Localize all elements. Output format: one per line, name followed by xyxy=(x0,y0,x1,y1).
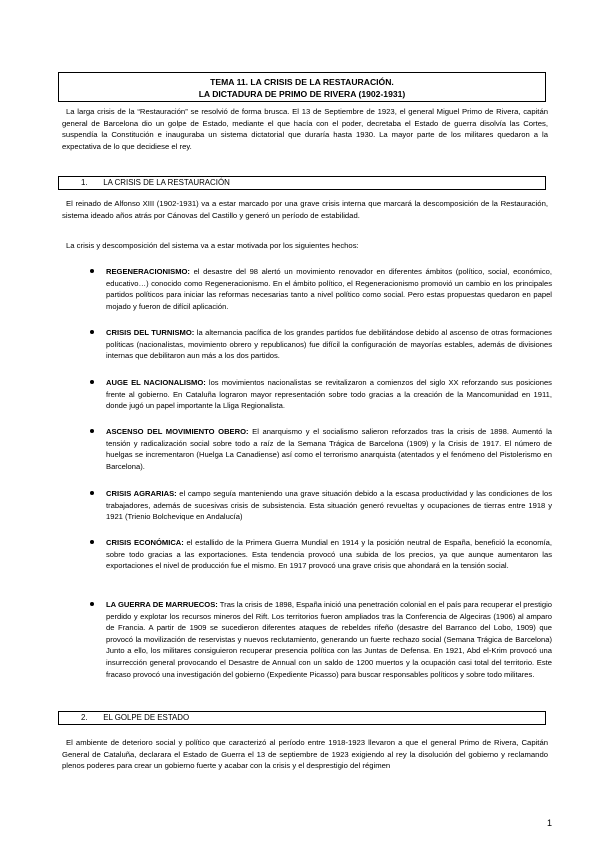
page-number: 1 xyxy=(546,818,552,828)
bullet-icon xyxy=(90,330,94,334)
intro-paragraph: La larga crisis de la “Restauración” se resolvió de forma brusca. El 13 de Septiembre de 1923, el general Miguel Primo de Rivera, capitán general de Barcelona dio un golpe de Estado, mediante el que hacía con el poder, decretaba el Estado de guerra disolvía las Cortes, suspendía la Constitución e inauguraba un sistema dictatorial que duraría hasta 1930. La mayor parte de los militares quedaron a la expectativa de lo que decidiese el rey. xyxy=(62,107,548,151)
list-item-text: los movimientos nacionalistas se revitalizaron a comienzos del siglo XX reforzando sus posiciones frente al gobierno. En Cataluña lograron mayor representación sobre todo gracias a la creación de la Mancomunidad en 1911, donde jugó un papel importante la Lliga Regionalista. xyxy=(106,378,552,411)
section-2-number: 2. xyxy=(81,713,88,722)
list-item-heading: REGENERACIONISMO: xyxy=(106,267,190,276)
list-item xyxy=(62,488,552,523)
section-2-heading xyxy=(58,711,546,725)
section-1-title: LA CRISIS DE LA RESTAURACIÓN xyxy=(103,178,230,187)
title-line-1: TEMA 11. LA CRISIS DE LA RESTAURACIÓN. xyxy=(210,77,394,87)
bullet-icon xyxy=(90,602,94,606)
list-item-heading: AUGE EL NACIONALISMO: xyxy=(106,378,206,387)
section-1-paragraph-1: El reinado de Alfonso XIII (1902-1931) va a estar marcado por una grave crisis interna que marcará la descomposición de la Restauración, sistema ideado años atrás por Cánovas del Castillo y generó un período de estabilidad. xyxy=(62,199,548,220)
list-item xyxy=(62,327,552,362)
section-2-paragraph-1: El ambiente de deterioro social y político que caracterizó al período entre 1918-1923 llevaron a que el general Primo de Rivera, Capitán General de Cataluña, declarara el Estado de Guerra el 13 de septiembre de 1923 exigiendo al rey la disolución del gobierno y reclamando plenos poderes para crear un gobierno fuerte y acabar con la crisis y el desprestigio del régimen xyxy=(62,738,548,771)
list-item-text: el desastre del 98 alertó un movimiento renovador en diferentes ámbitos (político, social, económico, educativo…) conocido como Regeneracionismo. En el ámbito político, el Regeneracionismo promovió un cambio en los principales partidos políticos para iniciar las reformas necesarias tanto a nivel político como social. Pero estas propuestas quedaron en papel mojado y fueron de difícil aplicación. xyxy=(106,267,552,311)
section-1-paragraph-2: La crisis y descomposición del sistema va a estar motivada por los siguientes hechos: xyxy=(66,241,359,250)
list-item xyxy=(62,599,552,680)
list-item-text: Tras la crisis de 1898, España inició una penetración colonial en el país para recuperar el prestigio perdido y explotar los recursos mineros del Rift. Los territorios fueron ampliados tras la Conferencia de Algeciras (1906) al amparo de Francia. A partir de 1909 se sucedieron diferentes ataques de rebeldes rifeño (desastre del Barranco del Lobo, 1909) que provocó la movilización de reservistas y nuevos reclutamiento, generando un fuerte rechazo social (Semana Trágica de Barcelona) Junto a ello, los militares consiguieron recuperar presencia política con las Juntas de Defensa. En 1921, Abd el-Krim provocó una insurrección general provocando el Desastre de Annual con un saldo de 1200 muertos y la ocupación casi total del territorio. Este fracaso provocó una investigación del gobierno (Expediente Picasso) para buscar responsables políticos y sobre todo militares. xyxy=(106,600,553,679)
section-1-heading xyxy=(58,176,546,190)
list-item xyxy=(62,537,552,572)
section-2-title: EL GOLPE DE ESTADO xyxy=(103,713,190,722)
list-item-heading: CRISIS ECONÓMICA: xyxy=(106,538,184,547)
bullet-icon xyxy=(90,540,94,544)
bullet-icon xyxy=(90,429,94,433)
list-item-text: El anarquismo y el socialismo salieron reforzados tras la crisis de 1898. Aumentó la tensión y radicalización social sobre todo a raíz de la Semana Trágica de Barcelona (1909) y la Crisis de 1917. El número de huelgas se incrementaron (Huelga La Canadiense) así como el terrorismo anarquista (atentados y el fenómeno del Pistolerismo en Barcelona). xyxy=(106,427,553,471)
list-item-text: el campo seguía manteniendo una grave situación debido a la escasa productividad y las condiciones de los trabajadores, además de sucesivas crisis de subsistencia. Esta situación generó revueltas y ocupaciones de tierras entre 1918 y 1921 (Trienio Bolchevique en Andalucía) xyxy=(106,489,553,522)
list-item-text: el estallido de la Primera Guerra Mundial en 1914 y la posición neutral de España, benefició la economía, sobre todo gracias a las exportaciones. Esta tendencia provocó una subida de los precios, ya que aunque aumentaron las exportaciones el nivel de producción fue el mismo. En 1917 provocó una grave crisis que ahondará en la tensión social. xyxy=(106,538,552,571)
list-item xyxy=(62,266,552,312)
bullet-icon xyxy=(90,269,94,273)
bullet-icon xyxy=(90,380,94,384)
list-item xyxy=(62,377,552,412)
list-item-heading: CRISIS DEL TURNISMO: xyxy=(106,328,195,337)
title-line-2: LA DICTADURA DE PRIMO DE RIVERA (1902-1931) xyxy=(198,89,406,99)
list-item-heading: ASCENSO DEL MOVIMIENTO OBERO: xyxy=(106,427,249,436)
list-item xyxy=(62,426,552,472)
list-item-heading: LA GUERRA DE MARRUECOS: xyxy=(106,600,218,609)
title-box xyxy=(58,72,546,102)
bullet-icon xyxy=(90,491,94,495)
section-1-number: 1. xyxy=(81,178,88,187)
list-item-text: la alternancia pacífica de los grandes partidos fue debilitándose debido al ascenso de otras formaciones políticas (nacionalistas, movimiento obrero y republicanos) fue difícil la configuración de mayorías estables, además de divisiones internas que debilitaron aun más a los dos partidos. xyxy=(106,328,552,361)
list-item-heading: CRISIS AGRARIAS: xyxy=(106,489,177,498)
